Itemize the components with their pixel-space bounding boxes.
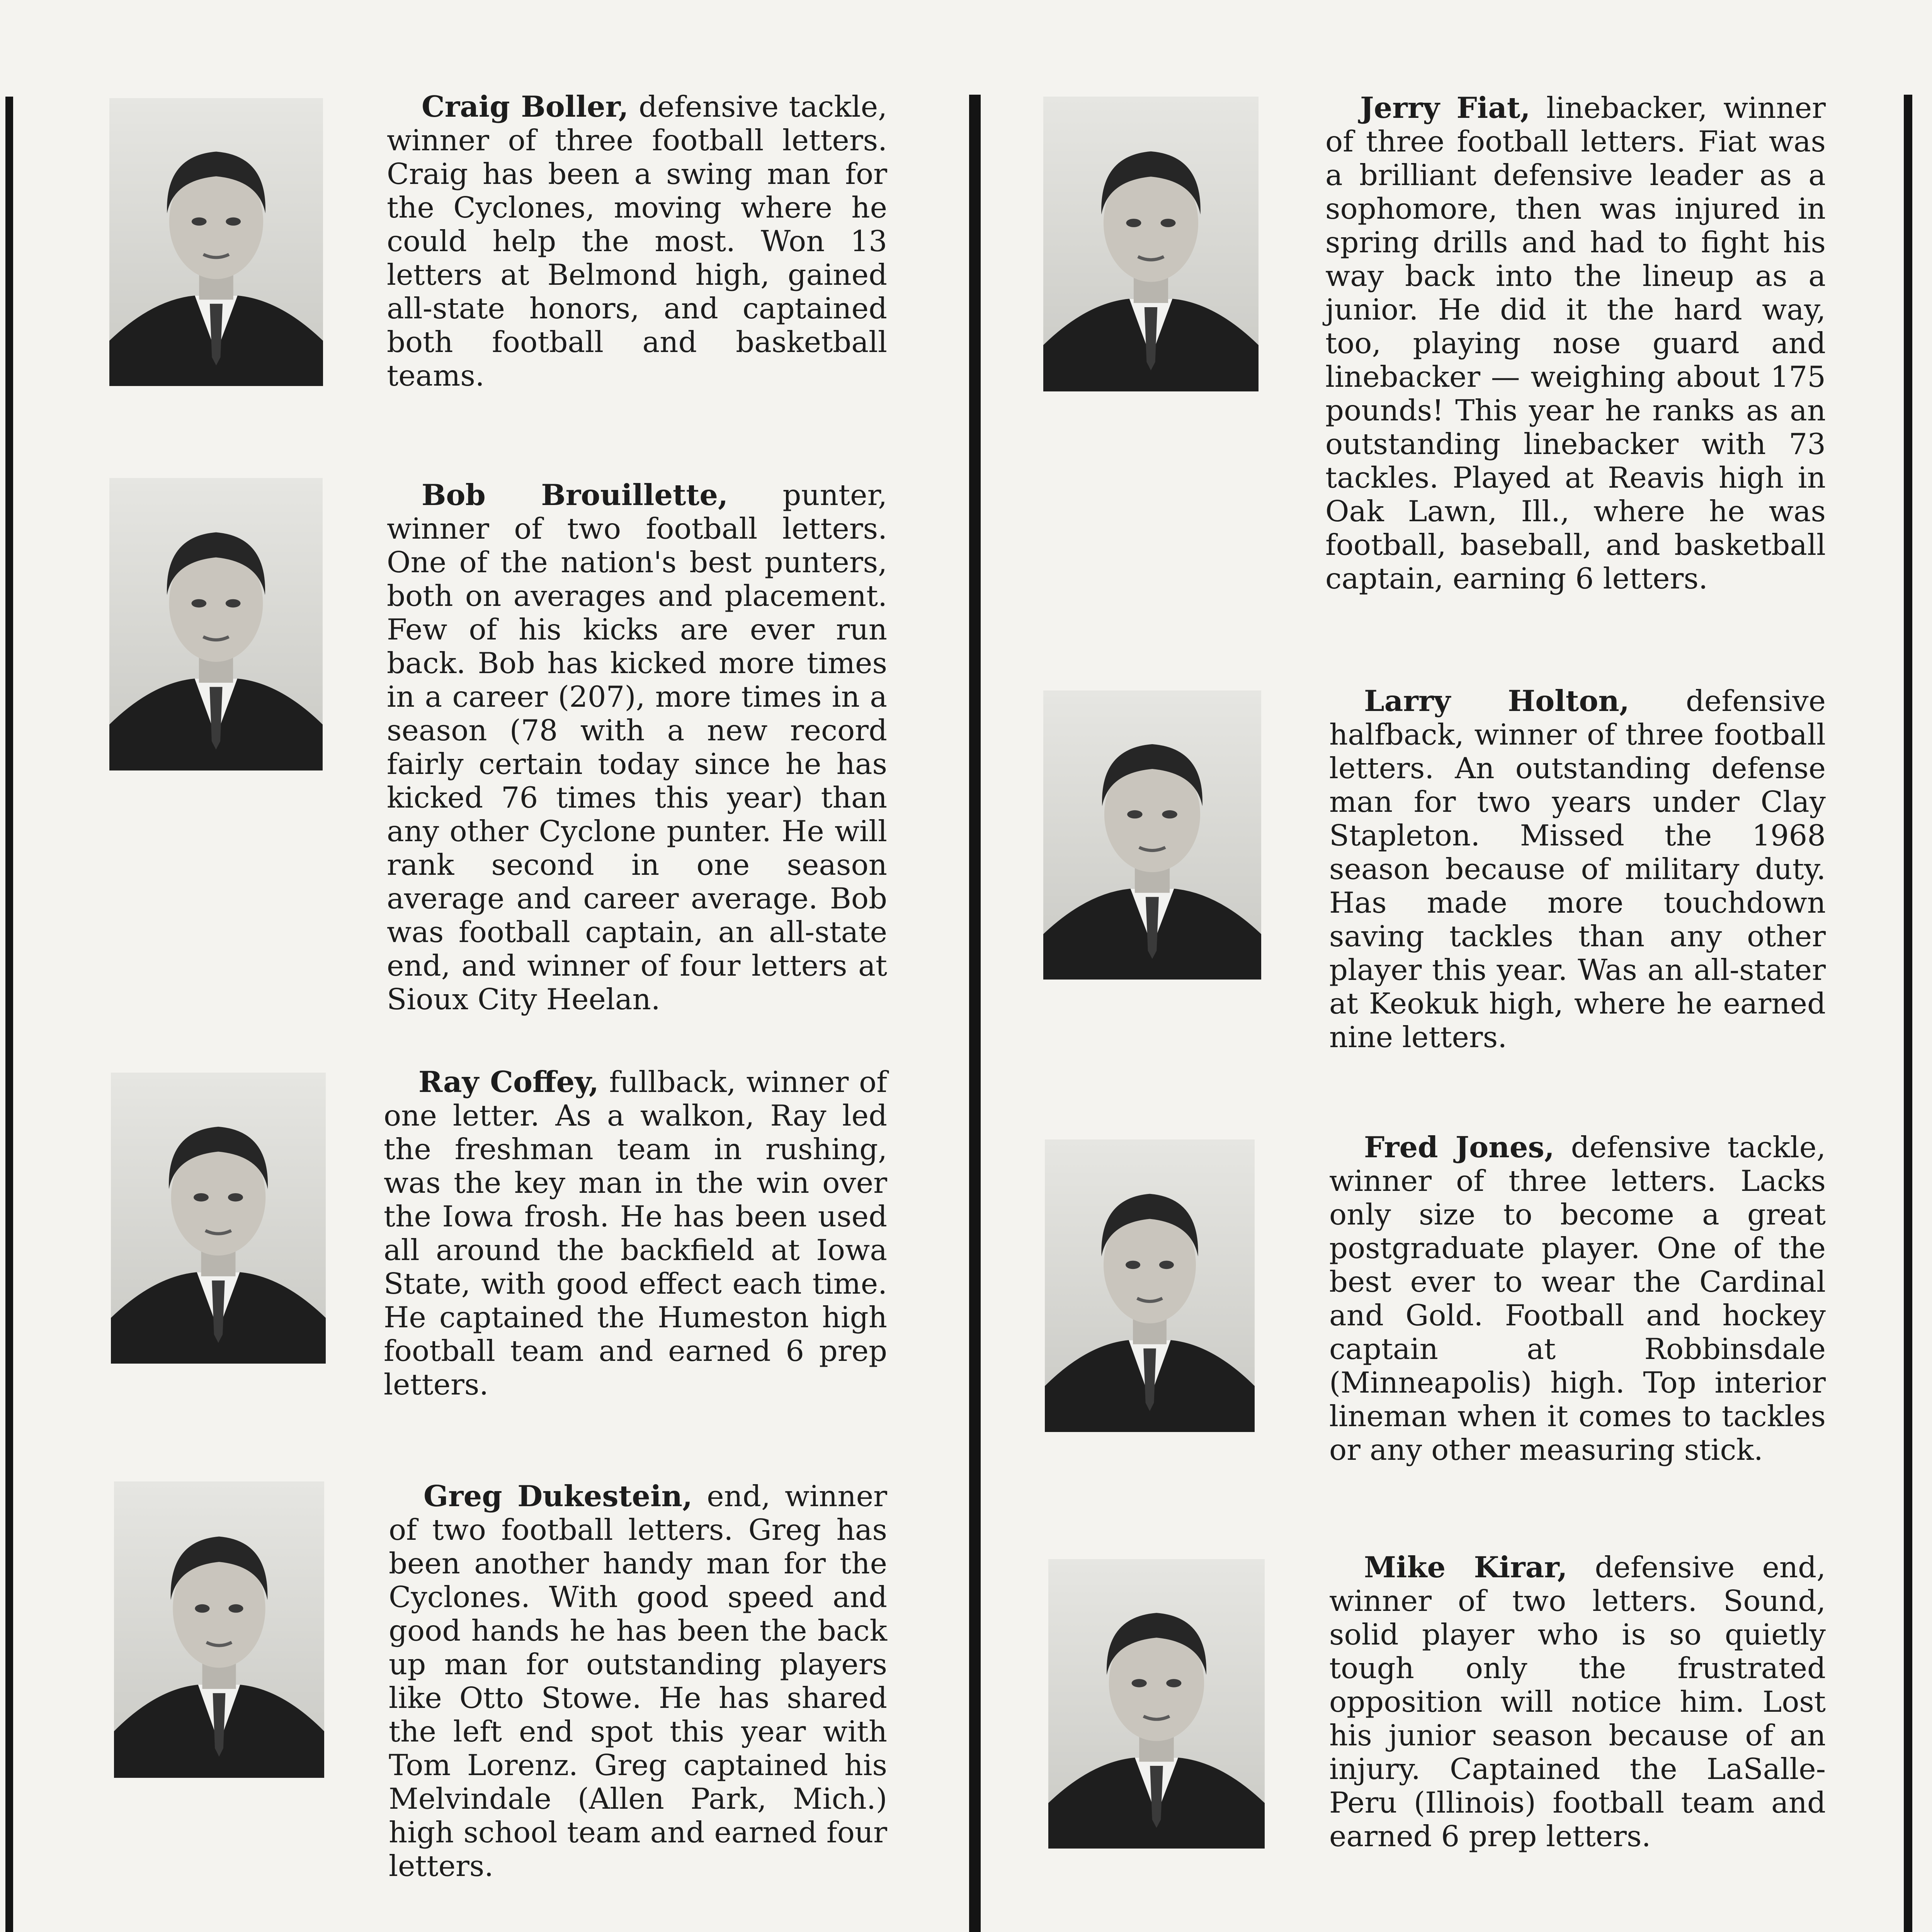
player-description: linebacker, winner of three football letters. Fiat was a brilliant defensive leader as a sophomore, then was injured in spring drills and had to fight his way back into the lineup as a junior. He did it the hard way, too, playing nose guard and linebacker — weighing about 175 pounds! This year he ranks as an outstanding linebacker with 73 tackles. Played at Reavis high in Oak Lawn, Ill., where he was football, baseball, and basketball captain, earning 6 letters.	[1325, 91, 1826, 595]
player-name: Larry Holton,	[1364, 684, 1629, 718]
player-description: defensive tackle, winner of three letters. Lacks only size to become a great postgraduate player. One of the best ever to wear the Cardinal and Gold. Football and hockey captain at Robbinsdale (Minneapolis) high. Top interior lineman when it comes to tackles or any other measuring stick.	[1329, 1130, 1826, 1467]
player-bio-jerry-fiat	[1325, 91, 1826, 595]
portrait-photo-fred-jones	[1045, 1139, 1255, 1432]
player-bio-greg-dukestein	[389, 1480, 887, 1883]
player-description: punter, winner of two football letters. One of the nation's best punters, both on averages and placement. Few of his kicks are ever run back. Bob has kicked more times in a career (207), more times in a season (78 with a new record fairly certain today since he has kicked 76 times this year) than any other Cyclone punter. He will rank second in one season average and career average. Bob was football captain, an all-state end, and winner of four letters at Sioux City Heelan.	[387, 478, 888, 1016]
right-margin-rule	[1904, 95, 1912, 1932]
player-bio-fred-jones	[1329, 1131, 1826, 1467]
player-name: Mike Kirar,	[1364, 1550, 1568, 1584]
player-bio-craig-boller	[387, 90, 887, 393]
player-bio-larry-holton	[1329, 684, 1826, 1054]
player-name: Craig Boller,	[422, 90, 629, 124]
player-name: Bob Brouillette,	[422, 478, 728, 512]
player-description: end, winner of two football letters. Greg has been another handy man for the Cyclones. With good speed and good hands he has been the back up man for outstanding players like Otto Stowe. He has shared the left end spot this year with Tom Lorenz. Greg captained his Melvindale (Allen Park, Mich.) high school team and earned four letters.	[389, 1479, 887, 1883]
player-name: Jerry Fiat,	[1360, 91, 1531, 125]
left-margin-rule	[5, 97, 13, 1932]
player-name: Greg Dukestein,	[423, 1479, 693, 1513]
portrait-photo-jerry-fiat	[1043, 97, 1259, 391]
portrait-photo-craig-boller	[109, 98, 323, 386]
player-description: fullback, winner of one letter. As a walkon, Ray led the freshman team in rushing, was the key man in the win over the Iowa frosh. He has been used all around the backfield at Iowa State, with good effect each time. He captained the Humeston high football team and earned 6 prep letters.	[384, 1065, 888, 1401]
player-bio-ray-coffey	[384, 1065, 887, 1401]
player-name: Ray Coffey,	[418, 1065, 599, 1099]
player-name: Fred Jones,	[1364, 1130, 1554, 1164]
portrait-photo-bob-brouillette	[109, 478, 323, 770]
center-column-rule	[969, 95, 981, 1932]
player-description: defensive tackle, winner of three football letters. Craig has been a swing man for the Cyclones, moving where he could help the most. Won 13 letters at Belmond high, gained all-state honors, and captained both football and basketball teams.	[387, 90, 887, 393]
portrait-photo-greg-dukestein	[114, 1481, 324, 1778]
portrait-photo-ray-coffey	[111, 1073, 326, 1364]
player-description: defensive end, winner of two letters. Sound, solid player who is so quietly tough only the frustrated opposition will notice him. Lost his junior season because of an injury. Captained the LaSalle-Peru (Illinois) football team and earned 6 prep letters.	[1329, 1550, 1826, 1853]
player-bio-mike-kirar	[1329, 1551, 1826, 1853]
portrait-photo-larry-holton	[1043, 690, 1261, 980]
player-bio-bob-brouillette	[387, 478, 887, 1016]
portrait-photo-mike-kirar	[1048, 1559, 1265, 1849]
player-description: defensive halfback, winner of three football letters. An outstanding defense man for two years under Clay Stapleton. Missed the 1968 season because of military duty. Has made more touchdown saving tackles than any other player this year. Was an all-stater at Keokuk high, where he earned nine letters.	[1329, 684, 1826, 1054]
